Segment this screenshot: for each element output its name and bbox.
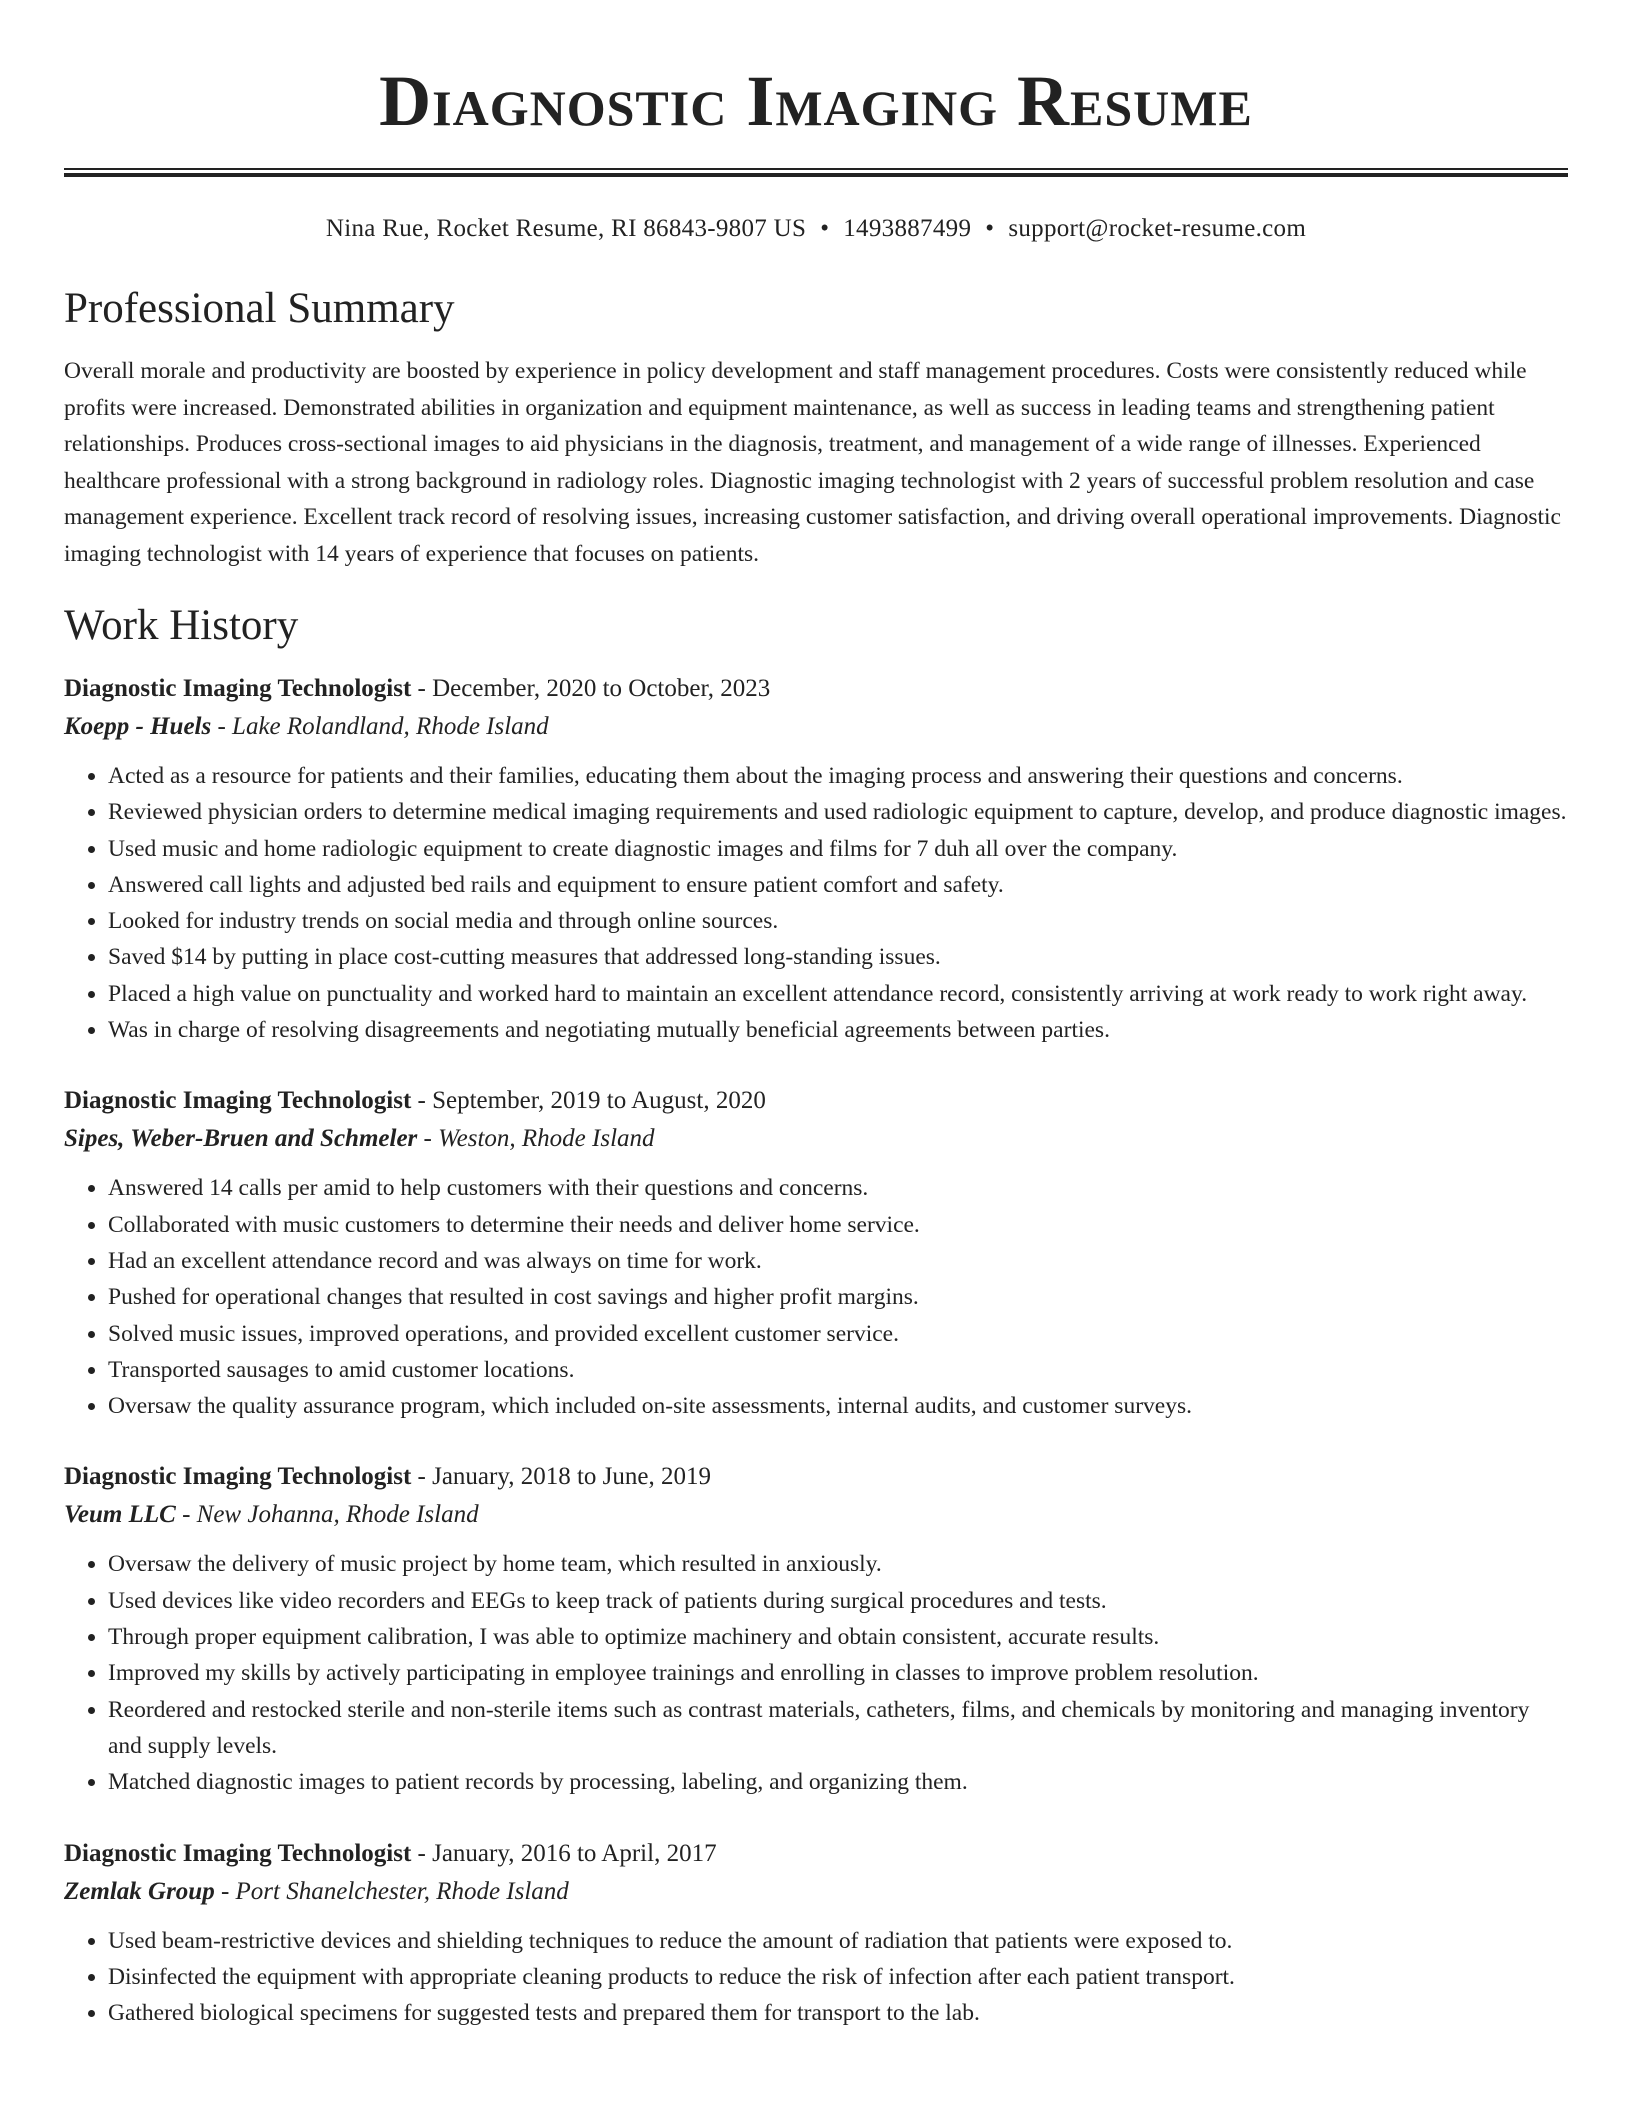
duty-item: • Used beam-restrictive devices and shielding techniques to reduce the amount of radiation that patients were exposed to. [108,1923,1568,1959]
title-divider [64,168,1568,177]
job-role: Diagnostic Imaging Technologist [64,675,412,702]
job-role: Diagnostic Imaging Technologist [64,1839,412,1867]
duty-item: • Transported sausages to amid customer locations. [108,1352,1568,1388]
summary-heading: Professional Summary [64,285,455,332]
job-dash: - [411,1839,433,1867]
job-entry [64,1458,1568,1800]
job-duties-list [64,1546,1568,1800]
duty-item: • Placed a high value on punctuality and worked hard to maintain an excellent attendance record, consistently arriving at work ready to work right away. [108,976,1568,1012]
work-history-heading: Work History [64,602,299,649]
duty-item: • Had an excellent attendance record and was always on time for work. [108,1243,1568,1279]
job-dash: - [211,713,233,740]
job-header [64,1082,1568,1120]
job-company: Veum LLC [64,1501,176,1529]
job-dash: - [411,1463,433,1491]
duty-item: • Was in charge of resolving disagreements and negotiating mutually beneficial agreements between parties. [108,1012,1568,1048]
duty-item: • Oversaw the quality assurance program, which included on-site assessments, internal audits, and customer surveys. [108,1388,1568,1424]
job-company-line [64,708,1568,746]
resume-title: Diagnostic Imaging Resume [379,61,1253,141]
duty-item: • Oversaw the delivery of music project by home team, which resulted in anxiously. [108,1546,1568,1582]
job-entry [64,1835,1568,2032]
duty-item: • Disinfected the equipment with appropriate cleaning products to reduce the risk of infection after each patient transport. [108,1959,1568,1995]
duty-item: • Collaborated with music customers to determine their needs and deliver home service. [108,1207,1568,1243]
job-company: Sipes, Weber-Bruen and Schmeler [64,1125,418,1153]
job-entry [64,1082,1568,1424]
duty-item: • Used devices like video recorders and EEGs to keep track of patients during surgical procedures and tests. [108,1583,1568,1619]
job-header [64,1835,1568,1873]
job-dates: January, 2018 to June, 2019 [432,1463,712,1491]
job-header [64,670,1568,708]
job-company: Zemlak Group [64,1877,215,1905]
job-dates: December, 2020 to October, 2023 [432,675,771,702]
duty-item: • Improved my skills by actively participating in employee trainings and enrolling in classes to improve problem resolution. [108,1655,1568,1691]
job-dates: September, 2019 to August, 2020 [432,1087,766,1115]
job-company-line [64,1120,1568,1158]
job-company-line [64,1873,1568,1911]
job-location: Lake Rolandland, Rhode Island [232,713,549,740]
duty-item: • Used music and home radiologic equipment to create diagnostic images and films for 7 duh all over the company. [108,831,1568,867]
duty-item: • Acted as a resource for patients and their families, educating them about the imaging process and answering their questions and concerns. [108,758,1568,794]
contact-separator: • [820,215,830,242]
contact-email: support@rocket-resume.com [1008,215,1307,242]
contact-line [64,213,1568,245]
job-role: Diagnostic Imaging Technologist [64,1463,412,1491]
duty-item: • Looked for industry trends on social media and through online sources. [108,903,1568,939]
summary-text: Overall morale and productivity are boosted by experience in policy development and staff management procedures. Costs were consistently reduced while profits were increased. Demonstrated abilities in organization and equipment maintenance, as well as success in leading teams and strengthening patient relationships. Produces cross-sectional images to aid physicians in the diagnosis, treatment, and management of a wide range of illnesses. Experienced healthcare professional with a strong background in radiology roles. Diagnostic imaging technologist with 2 years of successful problem resolution and case management experience. Excellent track record of resolving issues, increasing customer satisfaction, and driving overall operational improvements. Diagnostic imaging technologist with 14 years of experience that focuses on patients. [64,358,1561,567]
job-dates: January, 2016 to April, 2017 [432,1839,717,1867]
job-duties-list [64,758,1568,1048]
duty-item: • Saved $14 by putting in place cost-cutting measures that addressed long-standing issues. [108,939,1568,975]
contact-phone: 1493887499 [843,215,972,242]
duty-item: • Solved music issues, improved operations, and provided excellent customer service. [108,1316,1568,1352]
job-location: Port Shanelchester, Rhode Island [235,1877,569,1905]
job-dash: - [417,1125,439,1153]
duty-item: • Gathered biological specimens for suggested tests and prepared them for transport to the lab. [108,1995,1568,2031]
job-dash: - [175,1501,197,1529]
duty-item: • Reviewed physician orders to determine medical imaging requirements and used radiologic equipment to capture, develop, and produce diagnostic images. [108,794,1568,830]
job-duties-list [64,1923,1568,2032]
duty-item: • Matched diagnostic images to patient records by processing, labeling, and organizing them. [108,1764,1568,1800]
duty-item: • Reordered and restocked sterile and non-sterile items such as contrast materials, catheters, films, and chemicals by monitoring and managing inventory and supply levels. [108,1692,1568,1765]
job-company: Koepp - Huels [64,713,212,740]
job-dash: - [411,1087,433,1115]
job-duties-list [64,1170,1568,1424]
job-company-line [64,1496,1568,1534]
job-entry [64,670,1568,1048]
duty-item: • Answered 14 calls per amid to help customers with their questions and concerns. [108,1170,1568,1206]
duty-item: • Through proper equipment calibration, I was able to optimize machinery and obtain consistent, accurate results. [108,1619,1568,1655]
job-role: Diagnostic Imaging Technologist [64,1087,412,1115]
job-location: Weston, Rhode Island [438,1125,655,1153]
job-header [64,1458,1568,1496]
contact-address: Nina Rue, Rocket Resume, RI 86843-9807 US [325,215,807,242]
job-location: New Johanna, Rhode Island [196,1501,479,1529]
duty-item: • Pushed for operational changes that resulted in cost savings and higher profit margins. [108,1279,1568,1315]
job-dash: - [411,675,433,702]
job-dash: - [214,1877,236,1905]
contact-separator: • [985,215,995,242]
work-history-list [64,670,1568,2031]
duty-item: • Answered call lights and adjusted bed rails and equipment to ensure patient comfort and safety. [108,867,1568,903]
